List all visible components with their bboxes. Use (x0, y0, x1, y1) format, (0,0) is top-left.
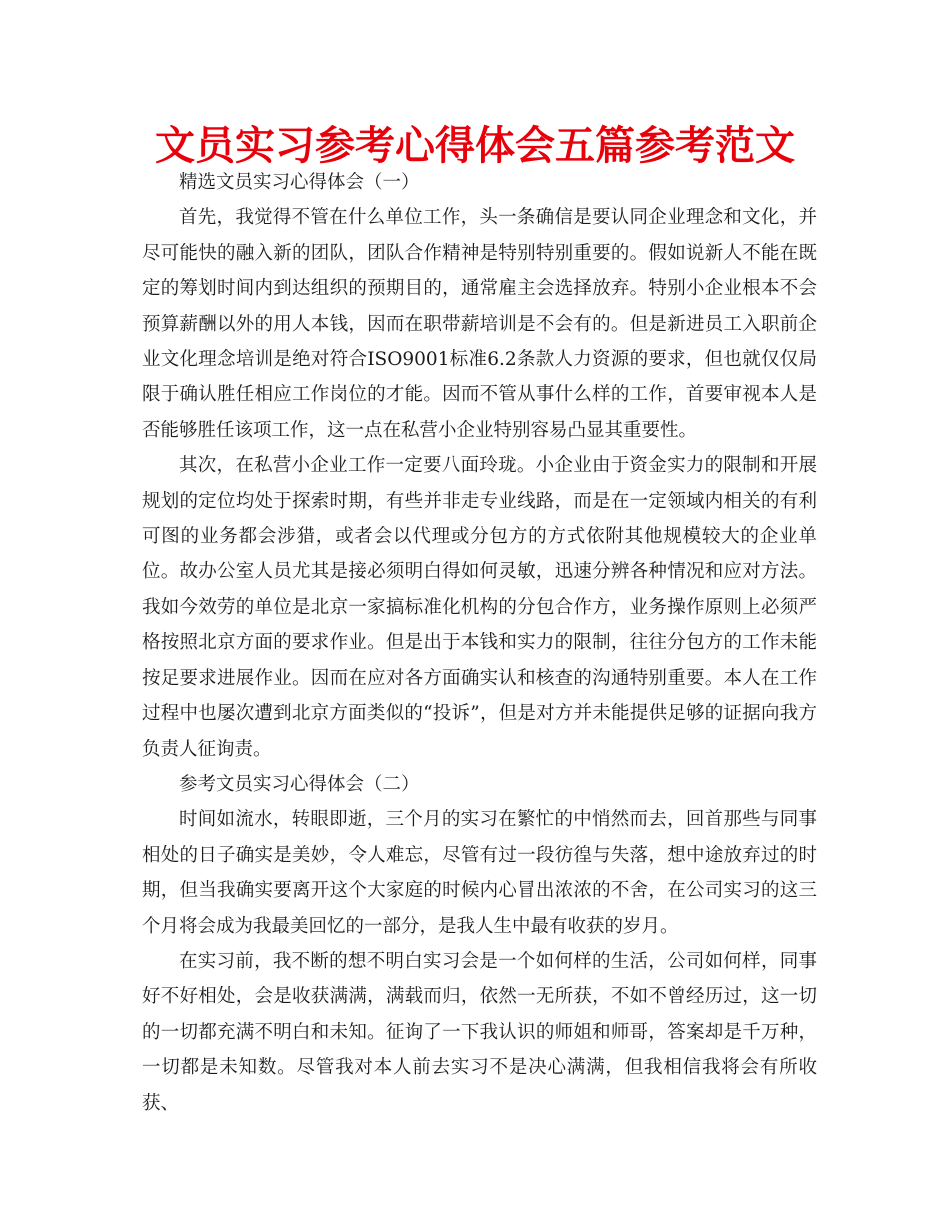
document-title: 文员实习参考心得体会五篇参考范文 (155, 122, 795, 169)
body-paragraph: 首先，我觉得不管在什么单位工作，头一条确信是要认同企业理念和文化，并尽可能快的融入新的团队，团队合作精神是特别特别重要的。假如说新人不能在既定的筹划时间内到达组织的预期目的，通常雇主会选择放弃。特别小企业根本不会预算薪酬以外的用人本钱，因而在职带薪培训是不会有的。但是新进员工入职前企业文化理念培训是绝对符合ISO9001标准6.2条款人力资源的要求，但也就仅仅局限于确认胜任相应工作岗位的才能。因而不管从事什么样的工作，首要审视本人是否能够胜任该项工作，这一点在私营小企业特别容易凸显其重要性。 (142, 207, 817, 441)
section-heading: 参考文员实习心得体会（二） (179, 773, 420, 795)
body-paragraph: 其次，在私营小企业工作一定要八面玲珑。小企业由于资金实力的限制和开展规划的定位均处于探索时期，有些并非走专业线路，而是在一定领域内相关的有利可图的业务都会涉猎，或者会以代理或分包方的方式依附其他规模较大的企业单位。故办公室人员尤其是接必须明白得如何灵敏，迅速分辨各种情况和应对方法。我如今效劳的单位是北京一家搞标准化机构的分包合作方，业务操作原则上必须严格按照北京方面的要求作业。但是出于本钱和实力的限制，往往分包方的工作未能按足要求进展作业。因而在应对各方面确实认和核查的沟通特别重要。本人在工作过程中也屡次遭到北京方面类似的“投诉”，但是对方并未能提供足够的证据向我方负责人征询责。 (142, 455, 817, 760)
body-paragraph: 在实习前，我不断的想不明白实习会是一个如何样的生活，公司如何样，同事好不好相处，会是收获满满，满载而归，依然一无所获，不如不曾经历过，这一切的一切都充满不明白和未知。征询了一下我认识的师姐和师哥，答案却是千万种，一切都是未知数。尽管我对本人前去实习不是决心满满，但我相信我将会有所收获、 (142, 950, 817, 1114)
document-body (142, 165, 817, 1121)
body-paragraph: 时间如流水，转眼即逝，三个月的实习在繁忙的中悄然而去，回首那些与同事相处的日子确实是美妙，令人难忘，尽管有过一段彷徨与失落，想中途放弃过的时期，但当我确实要离开这个大家庭的时候内心冒出浓浓的不舍，在公司实习的这三个月将会成为我最美回忆的一部分，是我人生中最有收获的岁月。 (142, 809, 817, 937)
section-heading: 精选文员实习心得体会（一） (179, 172, 420, 193)
